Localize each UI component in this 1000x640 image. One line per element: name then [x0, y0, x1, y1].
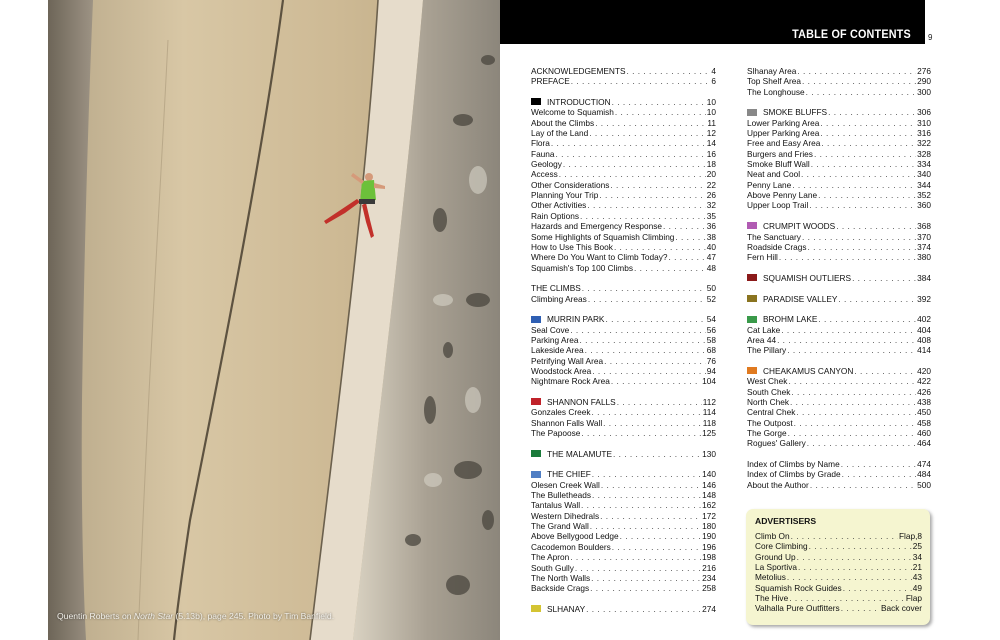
- section-color-swatch: [747, 316, 757, 323]
- toc-entry[interactable]: Parking Area . . . 58: [531, 335, 716, 345]
- toc-entry[interactable]: Above Penny Lane . . . 352: [747, 190, 931, 200]
- toc-entry[interactable]: Petrifying Wall Area . . . 76: [531, 356, 716, 366]
- photo-caption: Quentin Roberts on North Star (5.13b), page 245. Photo by Tim Banfield.: [57, 611, 335, 621]
- toc-entry[interactable]: ACKNOWLEDGEMENTS . . . 4: [531, 66, 716, 76]
- toc-entry[interactable]: Other Activities . . . 32: [531, 200, 716, 210]
- toc-section-introduction[interactable]: INTRODUCTION . . . 10: [531, 97, 716, 107]
- section-color-swatch: [531, 316, 541, 323]
- toc-entry[interactable]: Climbing Areas . . . 52: [531, 294, 716, 304]
- toc-section-cheakamus-canyon[interactable]: CHEAKAMUS CANYON . . . 420: [747, 366, 931, 376]
- toc-entry[interactable]: Slhanay Area . . . 276: [747, 66, 931, 76]
- advertiser-entry[interactable]: La Sportiva . . . 21: [755, 562, 922, 572]
- page-title: TABLE OF CONTENTS: [792, 27, 911, 41]
- toc-entry[interactable]: Smoke Bluff Wall . . . 334: [747, 159, 931, 169]
- section-color-swatch: [747, 367, 757, 374]
- advertisers-list: [755, 531, 922, 614]
- toc-entry[interactable]: Burgers and Fries . . . 328: [747, 149, 931, 159]
- section-color-swatch: [747, 222, 757, 229]
- section-color-swatch: [531, 605, 541, 612]
- toc-entry[interactable]: About the Author . . . 500: [747, 480, 931, 490]
- toc-entry[interactable]: Gonzales Creek . . . 114: [531, 407, 716, 417]
- toc-entry[interactable]: Nightmare Rock Area . . . 104: [531, 376, 716, 386]
- toc-section-the-chief[interactable]: THE CHIEF . . . 140: [531, 469, 716, 479]
- toc-entry[interactable]: Woodstock Area . . . 94: [531, 366, 716, 376]
- toc-entry[interactable]: Central Chek . . . 450: [747, 407, 931, 417]
- toc-section-the-malamute[interactable]: THE MALAMUTE . . . 130: [531, 449, 716, 459]
- toc-entry[interactable]: Squamish's Top 100 Climbs . . . 48: [531, 263, 716, 273]
- section-color-swatch: [747, 295, 757, 302]
- advertiser-entry[interactable]: The Hive . . . Flap: [755, 593, 922, 603]
- toc-entry[interactable]: Above Bellygood Ledge . . . 190: [531, 531, 716, 541]
- toc-column-right: [747, 66, 931, 490]
- toc-entry[interactable]: Lakeside Area . . . 68: [531, 345, 716, 355]
- cover-photo: [48, 0, 500, 640]
- toc-entry[interactable]: Upper Loop Trail . . . 360: [747, 200, 931, 210]
- toc-entry[interactable]: Shannon Falls Wall . . . 118: [531, 418, 716, 428]
- toc-entry[interactable]: Free and Easy Area . . . 322: [747, 138, 931, 148]
- toc-entry[interactable]: Fauna . . . 16: [531, 149, 716, 159]
- toc-entry[interactable]: The Papoose . . . 125: [531, 428, 716, 438]
- toc-section-shannon-falls[interactable]: SHANNON FALLS . . . 112: [531, 397, 716, 407]
- toc-entry[interactable]: Roadside Crags . . . 374: [747, 242, 931, 252]
- rock-wall-photo: [48, 0, 500, 640]
- toc-entry[interactable]: Geology . . . 18: [531, 159, 716, 169]
- toc-entry[interactable]: North Chek . . . 438: [747, 397, 931, 407]
- toc-section-squamish-outliers[interactable]: SQUAMISH OUTLIERS . . . 384: [747, 273, 931, 283]
- toc-section-murrin-park[interactable]: MURRIN PARK . . . 54: [531, 314, 716, 324]
- section-color-swatch: [747, 274, 757, 281]
- toc-entry[interactable]: South Gully . . . 216: [531, 563, 716, 573]
- advertisers-box: [746, 509, 930, 625]
- toc-entry[interactable]: The Outpost . . . 458: [747, 418, 931, 428]
- section-color-swatch: [531, 98, 541, 105]
- advertiser-entry[interactable]: Metolius . . . 43: [755, 572, 922, 582]
- toc-section-the-climbs[interactable]: THE CLIMBS . . . 50: [531, 283, 716, 293]
- section-color-swatch: [531, 471, 541, 478]
- toc-entry[interactable]: Rogues' Gallery . . . 464: [747, 438, 931, 448]
- toc-entry[interactable]: Other Considerations . . . 22: [531, 180, 716, 190]
- section-color-swatch: [747, 109, 757, 116]
- toc-entry[interactable]: Neat and Cool . . . 340: [747, 169, 931, 179]
- toc-entry[interactable]: Index of Climbs by Grade . . . 484: [747, 469, 931, 479]
- toc-entry[interactable]: The Apron . . . 198: [531, 552, 716, 562]
- toc-entry[interactable]: Western Dihedrals . . . 172: [531, 511, 716, 521]
- toc-entry[interactable]: Backside Crags . . . 258: [531, 583, 716, 593]
- toc-section-brohm-lake[interactable]: BROHM LAKE . . . 402: [747, 314, 931, 324]
- toc-entry[interactable]: Planning Your Trip . . . 26: [531, 190, 716, 200]
- toc-entry[interactable]: The Bulletheads . . . 148: [531, 490, 716, 500]
- toc-entry[interactable]: The North Walls . . . 234: [531, 573, 716, 583]
- toc-entry[interactable]: The Pillary . . . 414: [747, 345, 931, 355]
- toc-entry[interactable]: The Grand Wall . . . 180: [531, 521, 716, 531]
- advertiser-entry[interactable]: Ground Up . . . 34: [755, 552, 922, 562]
- advertiser-entry[interactable]: Squamish Rock Guides . . . 49: [755, 583, 922, 593]
- toc-entry[interactable]: Tantalus Wall . . . 162: [531, 500, 716, 510]
- toc-entry[interactable]: How to Use This Book . . . 40: [531, 242, 716, 252]
- toc-entry[interactable]: Welcome to Squamish . . . 10: [531, 107, 716, 117]
- header-bar: [500, 0, 925, 44]
- advertisers-title: ADVERTISERS: [755, 516, 817, 526]
- toc-entry[interactable]: Some Highlights of Squamish Climbing . . . 38: [531, 232, 716, 242]
- toc-entry[interactable]: The Longhouse . . . 300: [747, 87, 931, 97]
- toc-entry[interactable]: South Chek . . . 426: [747, 387, 931, 397]
- toc-entry[interactable]: Top Shelf Area . . . 290: [747, 76, 931, 86]
- toc-entry[interactable]: PREFACE . . . 6: [531, 76, 716, 86]
- toc-entry[interactable]: Index of Climbs by Name . . . 474: [747, 459, 931, 469]
- toc-entry[interactable]: Hazards and Emergency Response . . . 36: [531, 221, 716, 231]
- page-number: 9: [928, 33, 933, 42]
- toc-entry[interactable]: Cat Lake . . . 404: [747, 325, 931, 335]
- toc-entry[interactable]: Fern Hill . . . 380: [747, 252, 931, 262]
- toc-section-smoke-bluffs[interactable]: SMOKE BLUFFS . . . 306: [747, 107, 931, 117]
- toc-entry[interactable]: Where Do You Want to Climb Today? . . . 47: [531, 252, 716, 262]
- toc-entry[interactable]: Penny Lane . . . 344: [747, 180, 931, 190]
- toc-entry[interactable]: The Gorge . . . 460: [747, 428, 931, 438]
- advertiser-entry[interactable]: Climb On . . . Flap,8: [755, 531, 922, 541]
- advertiser-entry[interactable]: Valhalla Pure Outfitters . . . Back cover: [755, 603, 922, 613]
- toc-entry[interactable]: Seal Cove . . . 56: [531, 325, 716, 335]
- toc-entry[interactable]: Flora . . . 14: [531, 138, 716, 148]
- toc-column-left: [531, 66, 716, 614]
- toc-entry[interactable]: Lay of the Land . . . 12: [531, 128, 716, 138]
- toc-entry[interactable]: West Chek . . . 422: [747, 376, 931, 386]
- toc-section-paradise-valley[interactable]: PARADISE VALLEY . . . 392: [747, 294, 931, 304]
- toc-entry[interactable]: Rain Options . . . 35: [531, 211, 716, 221]
- section-color-swatch: [531, 450, 541, 457]
- toc-entry[interactable]: Olesen Creek Wall . . . 146: [531, 480, 716, 490]
- toc-entry[interactable]: Lower Parking Area . . . 310: [747, 118, 931, 128]
- advertiser-entry[interactable]: Core Climbing . . . 25: [755, 541, 922, 551]
- section-color-swatch: [531, 398, 541, 405]
- toc-section-crumpit-woods[interactable]: CRUMPIT WOODS . . . 368: [747, 221, 931, 231]
- toc-section-slhanay[interactable]: SLHANAY . . . 274: [531, 604, 716, 614]
- toc-entry[interactable]: The Sanctuary . . . 370: [747, 232, 931, 242]
- toc-entry[interactable]: Area 44 . . . 408: [747, 335, 931, 345]
- toc-entry[interactable]: Upper Parking Area . . . 316: [747, 128, 931, 138]
- toc-entry[interactable]: Access . . . 20: [531, 169, 716, 179]
- toc-entry[interactable]: About the Climbs . . . 11: [531, 118, 716, 128]
- toc-entry[interactable]: Cacodemon Boulders . . . 196: [531, 542, 716, 552]
